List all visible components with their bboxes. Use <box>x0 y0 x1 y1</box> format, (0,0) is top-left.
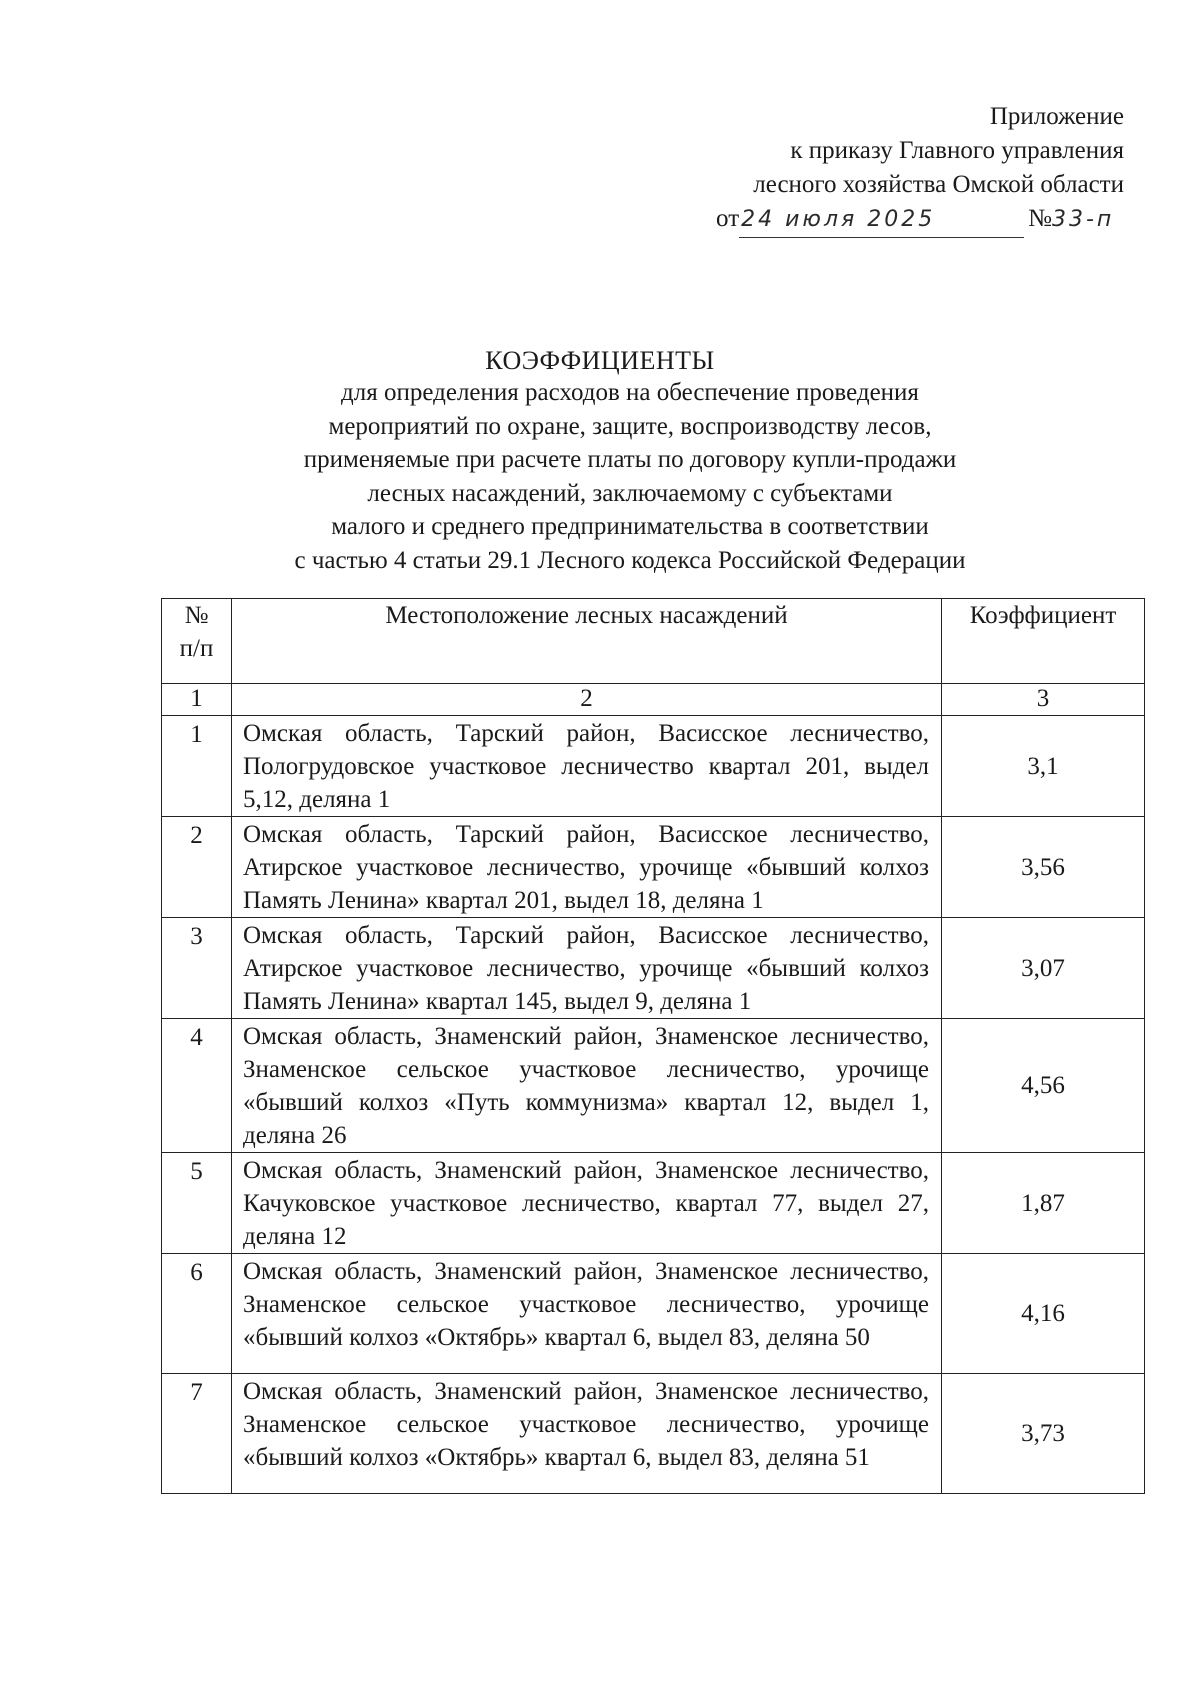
document-subtitle <box>230 376 1030 577</box>
row-location: Омская область, Тарский район, Васисское лесничество, Атирское участковое лесничество, урочище «бывший колхоз Память Ленина» квартал 145, выдел 9, деляна 1 <box>232 918 942 1019</box>
date-prefix: от <box>716 205 740 232</box>
subtitle-line: мероприятий по охране, защите, воспроизводству лесов, <box>328 412 932 440</box>
header-location: Местоположение лесных насаждений <box>232 599 942 684</box>
annex-authority: лесного хозяйства Омской области <box>753 171 1124 198</box>
row-location: Омская область, Тарский район, Васисское лесничество, Атирское участковое лесничество, урочище «бывший колхоз Память Ленина» квартал 201, выдел 18, деляна 1 <box>232 817 942 918</box>
row-number: 3 <box>162 918 232 1019</box>
row-coefficient: 3,07 <box>942 918 1145 1019</box>
table-row <box>162 716 1145 817</box>
row-coefficient: 3,1 <box>942 716 1145 817</box>
row-location: Омская область, Знаменский район, Знаменское лесничество, Знаменское сельское участковое лесничество, урочище «бывший колхоз «Октябрь» квартал 6, выдел 83, деляна 50 <box>232 1254 942 1374</box>
column-index-2: 2 <box>232 684 942 716</box>
subtitle-line: малого и среднего предпринимательства в соответствии <box>331 513 929 540</box>
column-index-row <box>162 684 1145 716</box>
row-location: Омская область, Тарский район, Васисское лесничество, Пологрудовское участковое лесничество квартал 201, выдел 5,12, деляна 1 <box>232 716 942 817</box>
row-location: Омская область, Знаменский район, Знаменское лесничество, Знаменское сельское участковое лесничество, урочище «бывший колхоз «Октябрь» квартал 6, выдел 83, деляна 51 <box>232 1374 942 1494</box>
document-title: КОЭФФИЦИЕНТЫ <box>485 346 715 375</box>
coefficients-table <box>161 598 1145 1494</box>
row-coefficient: 4,16 <box>942 1254 1145 1374</box>
row-coefficient: 3,56 <box>942 817 1145 918</box>
row-coefficient: 4,56 <box>942 1019 1145 1153</box>
column-index-1: 1 <box>162 684 232 716</box>
annex-title: Приложение <box>989 103 1124 130</box>
table-row <box>162 1374 1145 1494</box>
subtitle-line: применяемые при расчете платы по договору купли-продажи <box>303 446 957 473</box>
table-row <box>162 1019 1145 1153</box>
table-row <box>162 1254 1145 1374</box>
row-location: Омская область, Знаменский район, Знаменское лесничество, Знаменское сельское участковое лесничество, урочище «бывший колхоз «Путь коммунизма» квартал 12, выдел 1, деляна 26 <box>232 1019 942 1153</box>
row-number: 7 <box>162 1374 232 1494</box>
row-number: 6 <box>162 1254 232 1374</box>
number-label: № <box>1028 205 1052 232</box>
subtitle-line: лесных насаждений, заключаемому с субъектами <box>367 479 893 507</box>
row-number: 4 <box>162 1019 232 1153</box>
header-number-sign: № <box>184 602 209 629</box>
row-number: 2 <box>162 817 232 918</box>
row-coefficient: 3,73 <box>942 1374 1145 1494</box>
row-location: Омская область, Знаменский район, Знаменское лесничество, Качуковское участковое лесничество, квартал 77, выдел 27, деляна 12 <box>232 1153 942 1254</box>
annex-block <box>716 100 1124 238</box>
row-number: 1 <box>162 716 232 817</box>
annex-date-line <box>716 202 1124 238</box>
handwritten-order-number: 33-п <box>1052 207 1115 232</box>
annex-order-ref: к приказу Главного управления <box>790 137 1124 164</box>
header-number-abbr: п/п <box>179 635 214 662</box>
header-number <box>162 599 232 684</box>
subtitle-line: для определения расходов на обеспечение проведения <box>341 379 919 406</box>
handwritten-date: 24 июля 2025 <box>739 203 1024 238</box>
header-coefficient: Коэффициент <box>942 599 1145 684</box>
table-row <box>162 817 1145 918</box>
row-coefficient: 1,87 <box>942 1153 1145 1254</box>
table-row <box>162 1153 1145 1254</box>
column-index-3: 3 <box>942 684 1145 716</box>
subtitle-line: с частью 4 статьи 29.1 Лесного кодекса Российской Федерации <box>294 546 966 574</box>
header-row <box>162 599 1145 684</box>
row-number: 5 <box>162 1153 232 1254</box>
table-row <box>162 918 1145 1019</box>
